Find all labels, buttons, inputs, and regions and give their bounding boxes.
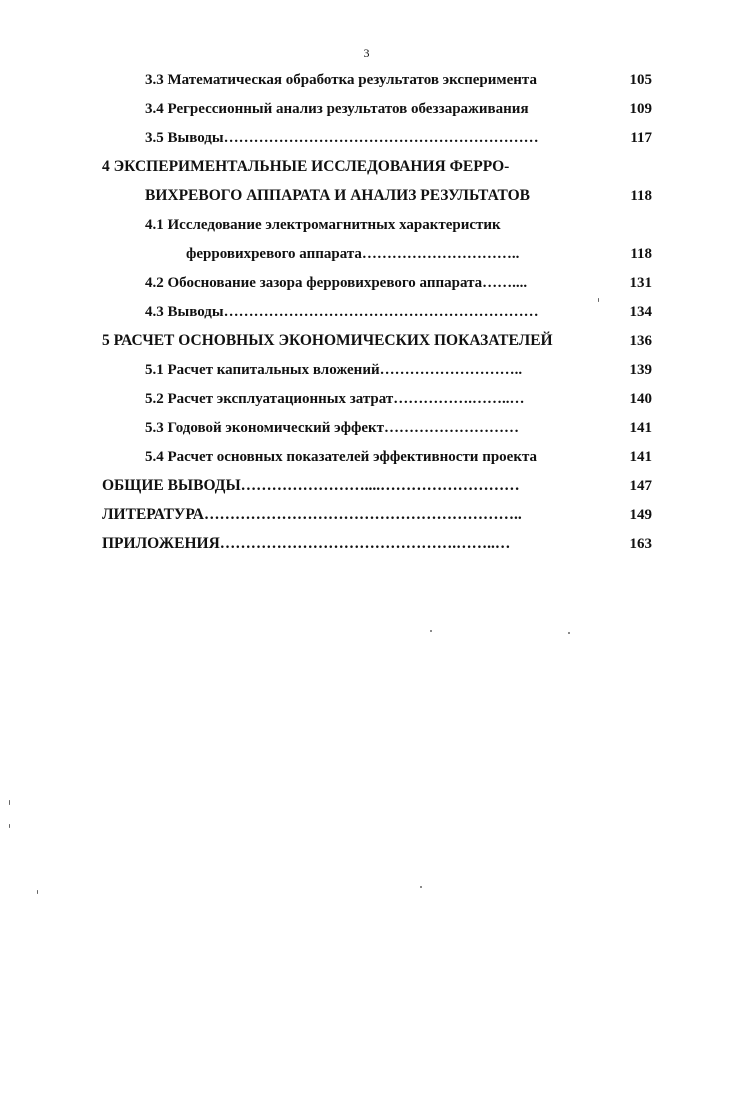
- toc-entry: [145, 300, 539, 324]
- toc-entry: [145, 97, 529, 121]
- toc-entry-title: ферровихревого аппарата: [186, 246, 362, 262]
- toc-entry-page: 141: [629, 449, 652, 465]
- toc-chapter: [102, 474, 520, 498]
- toc-chapter: [102, 329, 553, 353]
- toc-entry: [145, 445, 537, 469]
- toc-entry-leader: ……....: [482, 275, 528, 291]
- toc-entry: [145, 68, 537, 92]
- scan-speck: [9, 800, 10, 805]
- toc-entry-page: [612, 155, 652, 179]
- toc-entry-page: 149: [629, 507, 652, 523]
- toc-entry-title: 4.1 Исследование электромагнитных характеристик: [145, 217, 501, 233]
- toc-chapter: [102, 532, 510, 556]
- scan-speck: [568, 632, 570, 634]
- toc-entry-page: 109: [629, 101, 652, 117]
- toc-entry-title: 5.4 Расчет основных показателей эффективности проекта: [145, 449, 538, 465]
- toc-entry-page: 139: [629, 362, 652, 378]
- scan-speck: [37, 890, 38, 894]
- toc-entry: [145, 358, 522, 382]
- toc-entry: [145, 387, 524, 411]
- toc-entry-page: 118: [630, 188, 652, 204]
- scan-speck: [430, 630, 432, 632]
- toc-entry: [145, 213, 501, 237]
- toc-entry-page: 105: [629, 72, 652, 88]
- toc-entry-leader: ………………………………………………………: [223, 304, 539, 320]
- toc-entry-title: 3.4 Регрессионный анализ результатов обеззараживания: [145, 101, 529, 117]
- toc-chapter: [102, 503, 522, 527]
- toc-entry-page: 163: [629, 536, 652, 552]
- toc-entry-page: [612, 213, 652, 237]
- toc-entry-title: 4.2 Обоснование зазора ферровихревого аппарата: [145, 275, 483, 291]
- toc-entry-leader: ………………………: [384, 420, 519, 436]
- toc-entry-leader: ………………………………………………………: [223, 130, 539, 146]
- toc-chapter: [102, 155, 509, 179]
- toc-entry-leader: ………………………..: [379, 362, 523, 378]
- toc-entry-page: 136: [629, 333, 652, 349]
- toc-entry-page: 141: [629, 420, 652, 436]
- toc-entry-leader: …………….……..…: [393, 391, 525, 407]
- toc-entry-title: 4.3 Выводы: [145, 304, 224, 320]
- toc-entry-title: ВИХРЕВОГО АППАРАТА И АНАЛИЗ РЕЗУЛЬТАТОВ: [145, 187, 530, 204]
- toc-entry-title: 5.3 Годовой экономический эффект: [145, 420, 384, 436]
- toc-entry-page: 134: [629, 304, 652, 320]
- scan-speck: [420, 886, 422, 888]
- scan-speck: [9, 824, 10, 828]
- toc-chapter-continued: [145, 184, 530, 208]
- toc-entry-leader: ……………………………………….……..…: [219, 535, 511, 552]
- toc-entry-leader: ……………………………………………………..: [204, 506, 522, 523]
- toc-entry-leader: …………………………..: [361, 246, 520, 262]
- page-number: 3: [363, 46, 370, 60]
- toc-entry-title: 5.2 Расчет эксплуатационных затрат: [145, 391, 394, 407]
- toc-entry-page: 131: [629, 275, 652, 291]
- toc-entry: [145, 416, 519, 440]
- toc-entry-title: 4 ЭКСПЕРИМЕНТАЛЬНЫЕ ИССЛЕДОВАНИЯ ФЕРРО-: [102, 158, 510, 175]
- toc-entry-title: ЛИТЕРАТУРА: [102, 506, 204, 523]
- toc-entry: [145, 126, 539, 150]
- toc-entry-page: 117: [630, 130, 652, 146]
- toc-entry-page: 118: [630, 246, 652, 262]
- toc-entry-title: 3.5 Выводы: [145, 130, 224, 146]
- toc-entry-title: 5.1 Расчет капитальных вложений: [145, 362, 380, 378]
- scan-speck: [598, 298, 599, 302]
- toc-entry-leader: ……………………....………………………: [240, 477, 520, 494]
- toc-entry-title: ПРИЛОЖЕНИЯ: [102, 535, 220, 552]
- toc-entry-title: 3.3 Математическая обработка результатов эксперимента: [145, 72, 537, 88]
- toc-entry-title: ОБЩИЕ ВЫВОДЫ: [102, 477, 241, 494]
- toc-entry: [145, 271, 527, 295]
- toc-entry-continued: [186, 242, 519, 266]
- toc-entry-page: 147: [629, 478, 652, 494]
- toc-entry-title: 5 РАСЧЕТ ОСНОВНЫХ ЭКОНОМИЧЕСКИХ ПОКАЗАТЕЛЕЙ: [102, 332, 553, 349]
- toc-entry-page: 140: [629, 391, 652, 407]
